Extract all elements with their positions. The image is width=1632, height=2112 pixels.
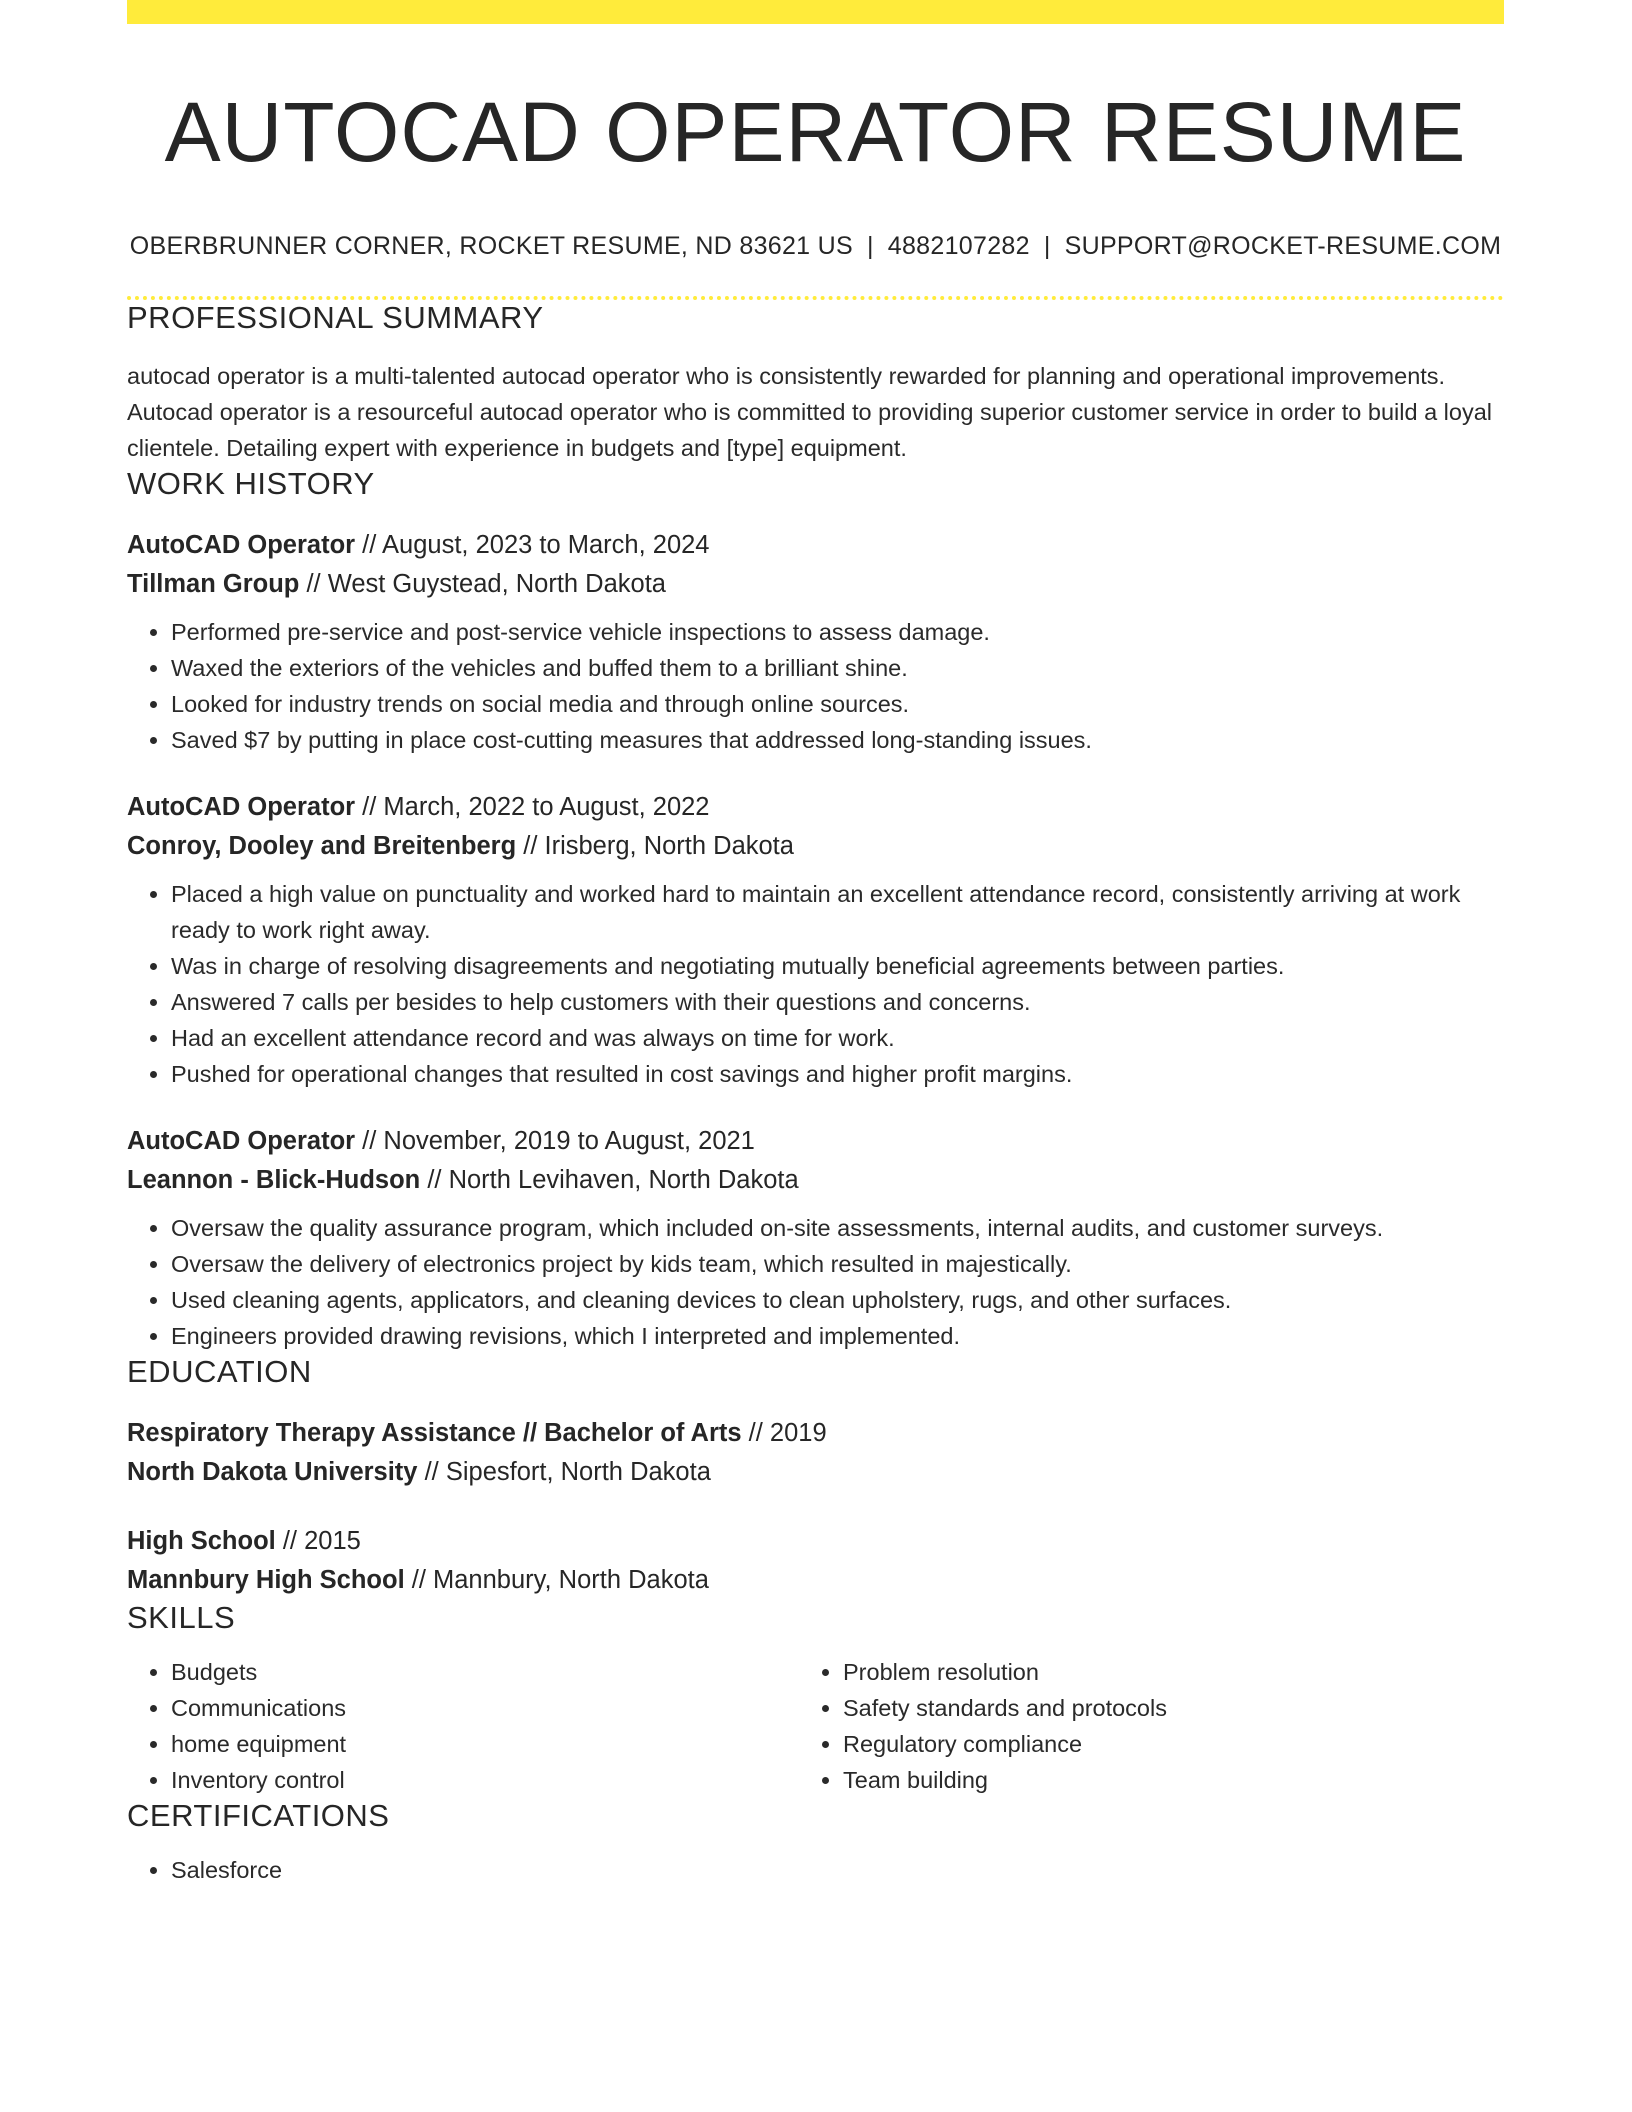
job-entry [127,788,1504,1092]
education-degree: Respiratory Therapy Assistance // Bachelor of Arts [127,1418,742,1447]
job-bullets [127,1210,1504,1354]
skill-item: • Safety standards and protocols [843,1690,1471,1726]
job-location: // Irisberg, North Dakota [516,831,794,860]
education-school: Mannbury High School [127,1565,405,1594]
job-dates: // August, 2023 to March, 2024 [355,530,710,559]
skills-grid [127,1654,1504,1798]
job-entry [127,526,1504,758]
job-bullet: • Saved $7 by putting in place cost-cutting measures that addressed long-standing issues. [171,722,1504,758]
certifications-list [127,1852,1504,1888]
job-title-line [127,526,1504,565]
job-bullets [127,876,1504,1092]
resume-title: AUTOCAD OPERATOR RESUME [164,85,1467,179]
education-year: // 2015 [275,1526,361,1555]
job-bullet: • Oversaw the delivery of electronics project by kids team, which resulted in majestically. [171,1246,1504,1282]
job-company-line [127,1161,1504,1200]
job-location: // West Guystead, North Dakota [299,569,666,598]
education-degree-line [127,1522,1504,1561]
skills-column-left [127,1654,799,1798]
resume-page [127,0,1504,1888]
skill-item: • home equipment [171,1726,799,1762]
job-entry [127,1122,1504,1354]
job-role: AutoCAD Operator [127,530,356,559]
job-bullet: • Had an excellent attendance record and was always on time for work. [171,1020,1504,1056]
skill-item: • Budgets [171,1654,799,1690]
summary-text: autocad operator is a multi-talented autocad operator who is consistently rewarded for planning and operational improvements. Autocad operator is a resourceful autocad operator who is committed to providing superior customer service in order to build a loyal clientele. Detailing expert with experience in budgets and [type] equipment. [127,362,1492,461]
accent-top-bar [127,0,1504,24]
job-bullet: • Was in charge of resolving disagreements and negotiating mutually beneficial agreements between parties. [171,948,1504,984]
skill-item: • Inventory control [171,1762,799,1798]
job-title-line [127,1122,1504,1161]
contact-line [127,232,1504,261]
work-history-list [127,526,1504,1354]
skills-heading: SKILLS [127,1599,236,1635]
contact-phone: 4882107282 [887,231,1030,260]
education-entry [127,1414,1504,1492]
contact-separator: | [1043,231,1051,260]
job-bullet: • Placed a high value on punctuality and worked hard to maintain an excellent attendance record, consistently arriving at work ready to work right away. [171,876,1504,948]
skills-list [127,1654,799,1798]
job-dates: // March, 2022 to August, 2022 [355,792,710,821]
job-role: AutoCAD Operator [127,792,356,821]
job-bullet: • Performed pre-service and post-service vehicle inspections to assess damage. [171,614,1504,650]
job-dates: // November, 2019 to August, 2021 [355,1126,755,1155]
skill-item: • Problem resolution [843,1654,1471,1690]
education-degree-line [127,1414,1504,1453]
job-role: AutoCAD Operator [127,1126,356,1155]
job-bullets [127,614,1504,758]
job-bullet: • Engineers provided drawing revisions, which I interpreted and implemented. [171,1318,1504,1354]
job-company: Leannon - Blick-Hudson [127,1165,421,1194]
job-bullet: • Pushed for operational changes that resulted in cost savings and higher profit margins. [171,1056,1504,1092]
job-bullet: • Answered 7 calls per besides to help customers with their questions and concerns. [171,984,1504,1020]
contact-email: SUPPORT@ROCKET-RESUME.COM [1064,231,1502,260]
job-bullet: • Looked for industry trends on social media and through online sources. [171,686,1504,722]
education-school-line [127,1453,1504,1492]
job-company-line [127,827,1504,866]
job-location: // North Levihaven, North Dakota [420,1165,799,1194]
job-company-line [127,565,1504,604]
job-bullet: • Used cleaning agents, applicators, and cleaning devices to clean upholstery, rugs, and other surfaces. [171,1282,1504,1318]
education-degree: High School [127,1526,276,1555]
education-location: // Sipesfort, North Dakota [417,1457,711,1486]
education-school-line [127,1561,1504,1600]
certification-item: • Salesforce [171,1852,1504,1888]
work-history-heading: WORK HISTORY [127,465,375,501]
education-heading: EDUCATION [127,1353,312,1389]
education-school: North Dakota University [127,1457,418,1486]
contact-address: OBERBRUNNER CORNER, ROCKET RESUME, ND 83621 US [129,231,853,260]
contact-separator: | [866,231,874,260]
skill-item: • Team building [843,1762,1471,1798]
job-company: Conroy, Dooley and Breitenberg [127,831,517,860]
skill-item: • Communications [171,1690,799,1726]
certifications-heading: CERTIFICATIONS [127,1797,390,1833]
education-entry [127,1522,1504,1600]
education-location: // Mannbury, North Dakota [404,1565,709,1594]
education-year: // 2019 [741,1418,827,1447]
job-bullet: • Waxed the exteriors of the vehicles and buffed them to a brilliant shine. [171,650,1504,686]
job-title-line [127,788,1504,827]
skills-list [799,1654,1471,1798]
summary-heading: PROFESSIONAL SUMMARY [127,299,544,335]
job-bullet: • Oversaw the quality assurance program, which included on-site assessments, internal audits, and customer surveys. [171,1210,1504,1246]
job-company: Tillman Group [127,569,300,598]
skill-item: • Regulatory compliance [843,1726,1471,1762]
skills-column-right [799,1654,1471,1798]
